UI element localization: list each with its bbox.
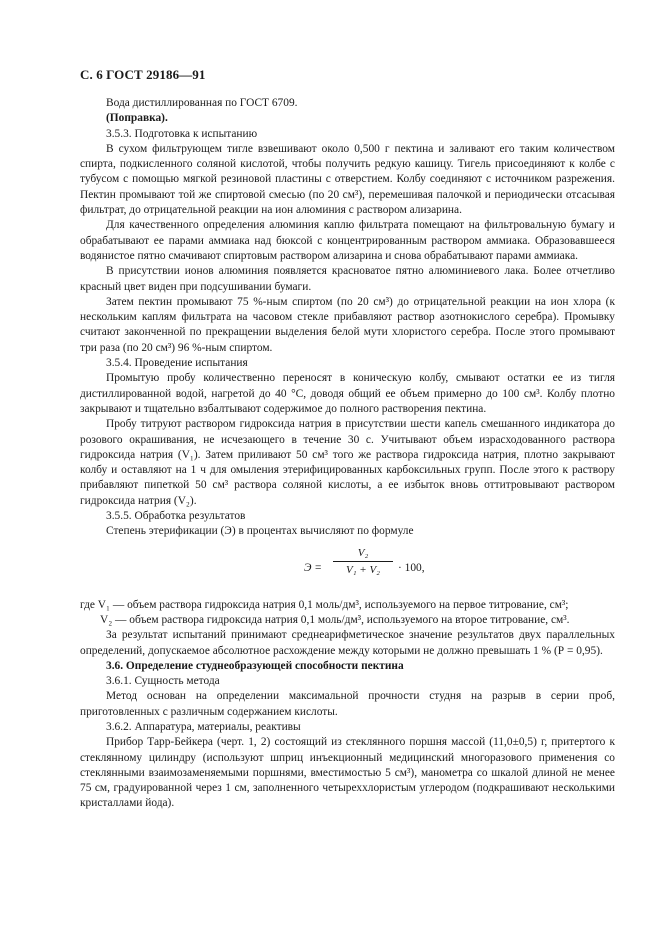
paragraph: В сухом фильтрующем тигле взвешивают около 0,500 г пектина и заливают его таким количеством спирта, подкисленного соляной кислотой, чтобы получить редкую кашицу. Тигель присоединяют к колбе с тубусом с помощью мягкой резиновой пластины с отверстием. Колбу соединяют с источником разрежения. Пектин промывают той же спиртовой смесью (по 20 см³), перемешивая палочкой и периодически отсасывая фильтрат, до отрицательной реакции на ион алюминия с раствором ализарина. bbox=[80, 142, 615, 217]
paragraph: В присутствии ионов алюминия появляется красноватое пятно алюминиевого лака. Более отчетливо красный цвет виден при подсушивании бумаги. bbox=[80, 265, 615, 293]
section-heading-3-5-4: 3.5.4. Проведение испытания bbox=[106, 357, 248, 370]
paragraph: Пробу титруют раствором гидроксида натрия в присутствии шести капель смешанного индикатора до розового окрашивания, не исчезающего в течение 30 с. Учитывают объем израсходованного раствора гидроксида натрия (V₁). Затем приливают 50 см³ того же раствора гидроксида натрия, плотно закрывают колбу и оставляют на 1 ч для омыления этерифицированных карбоксильных групп. После этого к раствору прибавляют пипеткой 50 см³ раствора соляной кислоты, а ее избыток вновь оттитровывают раствором гидроксида натрия (V₂). bbox=[80, 418, 615, 507]
paragraph: Степень этерификации (Э) в процентах вычисляют по формуле bbox=[106, 525, 414, 538]
amendment-note: (Поправка). bbox=[106, 112, 168, 125]
paragraph: Затем пектин промывают 75 %-ным спиртом (по 20 см³) до отрицательной реакции на ион хлора (к нескольким каплям фильтрата на часовом стекле прибавляют раствор азотнокислого серебра). Промывку считают законченной по прекращении выделения белой мути хлористого серебра. После этого промывают три раза (по 20 см³) 96 %-ным спиртом. bbox=[80, 295, 615, 354]
paragraph: Прибор Тарр-Бейкера (черт. 1, 2) состоящий из стеклянного поршня массой (11,0±0,5) г, притертого к стеклянному цилиндру (используют шприц инъекционный медицинский многоразового применения со стеклянными взаимозаменяемыми поршнями, вместимостью 5 см³), манометра со шкалой длиной не менее 75 см, градуированной через 1 см, заполненного четыреххлористым углеродом (подкрашивают несколькими кристаллами йода). bbox=[80, 736, 615, 810]
paragraph: Метод основан на определении максимальной прочности студня на разрыв в серии проб, приготовленных с различным содержанием кислоты. bbox=[80, 690, 615, 718]
section-heading-3-6-1: 3.6.1. Сущность метода bbox=[106, 675, 220, 688]
paragraph: Промытую пробу количественно переносят в коническую колбу, смывают остатки ее из тигля дистиллированной водой, нагретой до 40 °С, доводя общий ее объем примерно до 100 см³. Колбу плотно закрывают и тщательно взбалтывают содержимое до полного растворения пектина. bbox=[80, 372, 615, 415]
formula-rhs: · 100, bbox=[398, 561, 425, 574]
page-header: С. 6 ГОСТ 29186—91 bbox=[80, 67, 206, 82]
section-heading-3-6-2: 3.6.2. Аппаратура, материалы, реактивы bbox=[106, 720, 301, 733]
formula-numerator: V₂ bbox=[357, 546, 369, 559]
paragraph: Вода дистиллированная по ГОСТ 6709. bbox=[106, 97, 298, 109]
fraction-bar bbox=[333, 561, 393, 562]
page-body bbox=[80, 96, 615, 812]
formula-lhs: Э = bbox=[304, 561, 322, 574]
section-heading-3-5-5: 3.5.5. Обработка результатов bbox=[106, 510, 246, 523]
paragraph: Для качественного определения алюминия каплю фильтрата помещают на фильтровальную бумагу и обрабатывают ее парами аммиака над бюксой с концентрированным раствором аммиака. Образовавшееся водянистое пятно смачивают спиртовым раствором ализарина и снова обрабатывают парами аммиака. bbox=[80, 219, 615, 262]
esterification-formula bbox=[80, 546, 615, 592]
formula-legend-v2: V₂ — объем раствора гидроксида натрия 0,1 моль/дм³, используемого на второе титрование, см³. bbox=[100, 613, 570, 626]
section-heading-3-5-3: 3.5.3. Подготовка к испытанию bbox=[106, 127, 258, 140]
formula-legend-v1: где V₁ — объем раствора гидроксида натрия 0,1 моль/дм³, используемого на первое титрование, см³; bbox=[80, 598, 569, 611]
formula-denominator: V₁ + V₂ bbox=[345, 563, 380, 576]
paragraph: За результат испытаний принимают среднеарифметическое значение результатов двух параллельных определений, допускаемое абсолютное расхождение между которыми не должно превышать 1 % (Р = 0,95). bbox=[80, 629, 615, 657]
section-heading-3-6: 3.6. Определение студнеобразующей способности пектина bbox=[106, 659, 404, 672]
formula-fraction bbox=[333, 546, 393, 577]
